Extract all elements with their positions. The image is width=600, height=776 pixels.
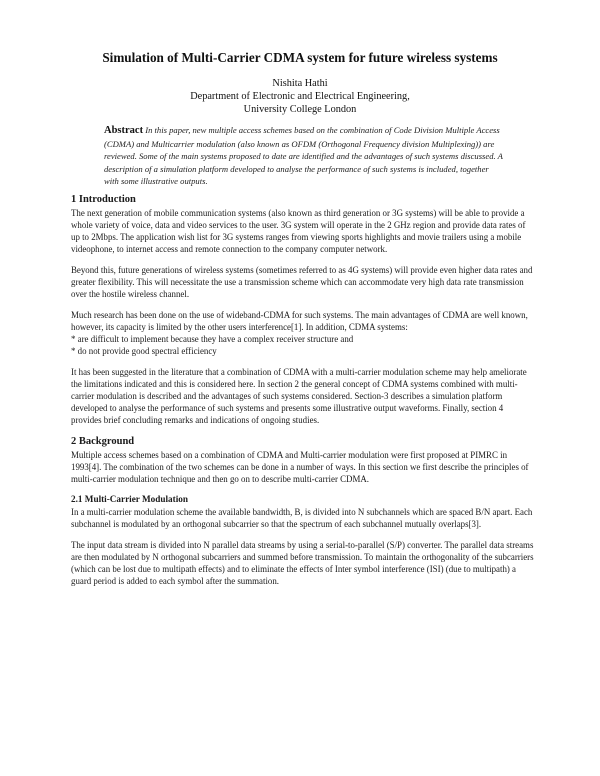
author-department: Department of Electronic and Electrical Engineering, (190, 91, 410, 102)
abstract-text: In this paper, new multiple access schemes based on the combination of Code Division Multiple Access (CDMA) and Multicarrier modulation (also known as OFDM (Orthogonal Frequency division Multiplexing)) are reviewed. Some of the main systems proposed to date are identified and the advantages of such systems discussed. A description of a simulation platform developed to analyse the performance of such systems is included, together with some illustrative outputs. (104, 125, 503, 186)
abstract-label: Abstract (104, 125, 144, 136)
paper-title: Simulation of Multi-Carrier CDMA system for future wireless systems (102, 50, 498, 65)
intro-paragraph-1: The next generation of mobile communication systems (also known as third generation or 3G systems) will be able to provide a whole variety of voice, data and video services to the user. 3G system will operate in the 2 GHz region and provide data rates of up to 2Mbps. The application wish list for 3G systems ranges from viewing sports highlights and movie trailers using a mobile videophone, to internet access and remote connection to the company computer network. (71, 208, 526, 255)
paper-header (0, 50, 600, 116)
mcm-paragraph-1: In a multi-carrier modulation scheme the available bandwidth, B, is divided into N subchannels which are spaced B/N apart. Each subchannel is modulated by an orthogonal subcarrier so that the spectrum of each subchannel mutually overlaps[3]. (71, 507, 533, 530)
list-item: * are difficult to implement because they have a complex receiver structure and (71, 333, 354, 344)
intro-paragraph-3 (71, 309, 534, 357)
abstract (104, 124, 504, 188)
intro-paragraph-3-text: Much research has been done on the use of wideband-CDMA for such systems. The main advantages of CDMA are well known, however, its capacity is limited by the other users interference[1]. In addition, CDMA systems: (71, 309, 528, 332)
background-paragraph-1: Multiple access schemes based on a combination of CDMA and Multi-carrier modulation were first proposed at PIMRC in 1993[4]. The combination of the two schemes can be done in a number of ways. In this section we first describe the principles of multi-carrier modulation technique and then go on to describe multi-carrier CDMA. (71, 449, 529, 484)
author-name: Nishita Hathi (272, 78, 328, 89)
paper-body (71, 193, 534, 596)
mcm-heading: 2.1 Multi-Carrier Modulation (71, 494, 188, 505)
intro-paragraph-2: Beyond this, future generations of wireless systems (sometimes referred to as 4G systems) will provide even higher data rates and greater flexibility. This will necessitate the use a transmission scheme which can accommodate very high data rate transmission over the hostile wireless channel. (71, 264, 533, 300)
list-item: * do not provide good spectral efficiency (71, 345, 217, 356)
intro-heading: 1 Introduction (71, 194, 136, 205)
intro-paragraph-4: It has been suggested in the literature that a combination of CDMA with a multi-carrier modulation scheme may help ameliorate the limitations indicated and this is considered here. In section 2 the general concept of CDMA systems combined with multi-carrier modulation is described and the advantages of such systems considered. Section-3 describes a simulation platform developed to analyse the performance of such systems and presents some illustrative output waveforms. Finally, section 4 provides brief concluding remarks and indications of ongoing studies. (71, 366, 527, 425)
mcm-paragraph-2: The input data stream is divided into N parallel data streams by using a serial-to-parallel (S/P) converter. The parallel data streams are then modulated by N orthogonal subcarriers and summed before transmission. To maintain the orthogonality of the subcarriers (which can be lost due to multipath effects) and to eliminate the effects of Inter symbol interference (ISI) (due to multipath) a guard period is added to each symbol after the summation. (71, 539, 534, 587)
background-heading: 2 Background (71, 435, 135, 447)
author-institution: University College London (243, 104, 357, 115)
